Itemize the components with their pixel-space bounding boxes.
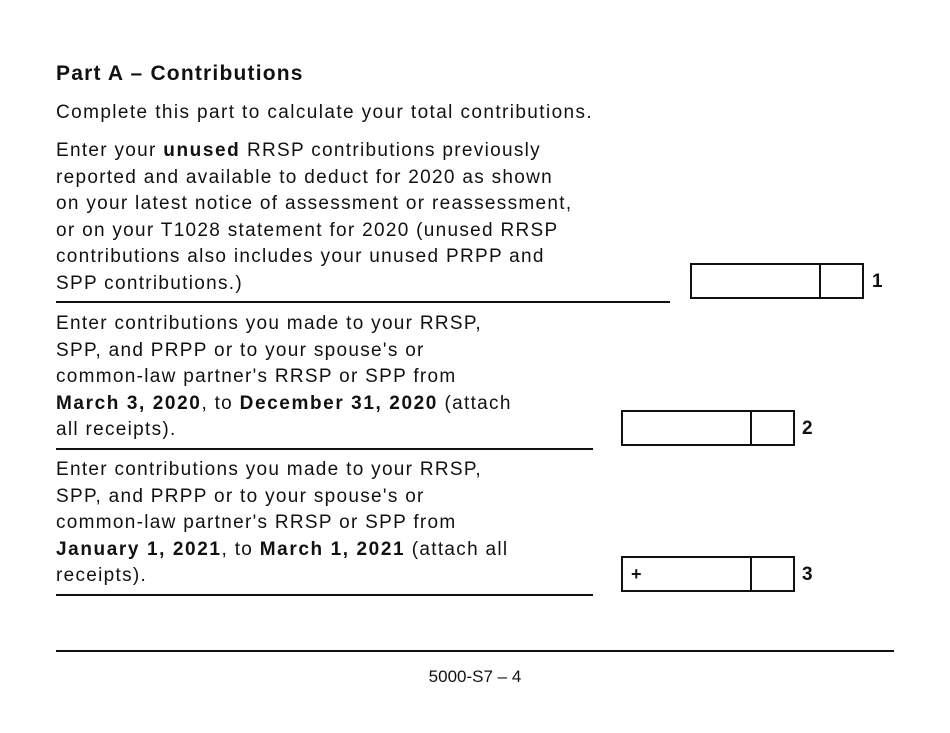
line-1-amount-field[interactable]: [690, 263, 864, 299]
line-2-divider: [56, 448, 593, 450]
line-1-number: 1: [872, 271, 883, 292]
line-1-divider: [56, 301, 670, 303]
line-3-number: 3: [802, 564, 813, 585]
line-3-divider: [56, 594, 593, 596]
line-2-description: Enter contributions you made to your RRSP, SPP, and PRPP or to your spouse's or common-law partner's RRSP or SPP from March 3, 2020, to December 31, 2020 (attach all receipts).: [56, 313, 512, 440]
footer-divider: [56, 650, 894, 652]
line-3-amount-field[interactable]: [621, 556, 795, 592]
section-intro: Complete this part to calculate your total contributions.: [56, 102, 594, 123]
page-footer-label: 5000-S7 – 4: [428, 667, 522, 686]
line-3-description: Enter contributions you made to your RRSP, SPP, and PRPP or to your spouse's or common-law partner's RRSP or SPP from January 1, 2021, to March 1, 2021 (attach all receipts).: [56, 459, 509, 586]
section-title: Part A – Contributions: [56, 62, 304, 85]
line-1-description: Enter your unused RRSP contributions previously reported and available to deduct for 2020 as shown on your latest notice of assessment or reassessment, or on your T1028 statement for 2020 (unused RRSP contributions also includes your unused PRPP and SPP contributions.): [56, 140, 573, 294]
line-2-number: 2: [802, 418, 813, 439]
line-2-cents-field[interactable]: [750, 410, 795, 446]
plus-sign-icon: +: [631, 564, 642, 584]
line-1-cents-field[interactable]: [819, 263, 864, 299]
emphasis-unused: unused: [163, 140, 241, 161]
line-2-amount-field[interactable]: [621, 410, 795, 446]
line-3-cents-field[interactable]: [750, 556, 795, 592]
